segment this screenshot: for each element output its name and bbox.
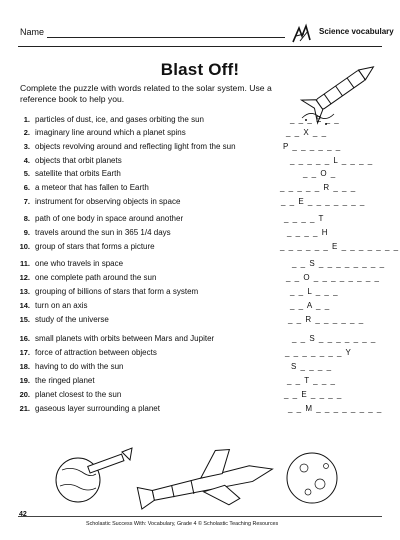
clue-row bbox=[18, 114, 382, 126]
clue-row bbox=[18, 347, 382, 359]
clue-text: group of stars that forms a picture bbox=[35, 242, 155, 251]
answer-blanks[interactable]: _ _ S _ _ _ _ _ _ _ bbox=[292, 334, 377, 343]
answer-blanks[interactable]: _ _ A _ _ bbox=[290, 301, 331, 310]
clue-number: 8. bbox=[23, 214, 30, 223]
answer-blanks[interactable]: _ _ X _ _ bbox=[286, 128, 328, 137]
clue-row bbox=[18, 155, 382, 167]
section-label: Science vocabulary bbox=[319, 27, 394, 36]
clue-text: imaginary line around which a planet spins bbox=[35, 128, 186, 137]
clue-text: grouping of billions of stars that form a system bbox=[35, 287, 199, 296]
clue-number: 17. bbox=[19, 348, 30, 357]
answer-blanks[interactable]: _ _ T _ _ _ bbox=[287, 376, 336, 385]
clue-text: objects that orbit planets bbox=[35, 156, 122, 165]
answer-blanks[interactable]: _ _ _ _ _ _ _ Y bbox=[285, 348, 352, 357]
answer-blanks[interactable]: _ _ S _ _ _ _ _ _ _ _ bbox=[292, 259, 386, 268]
answer-blanks[interactable]: _ _ L _ _ _ bbox=[290, 287, 339, 296]
clue-row bbox=[18, 213, 382, 225]
clue-number: 3. bbox=[23, 142, 30, 151]
answer-blanks[interactable]: _ _ _ _ H bbox=[287, 228, 329, 237]
clue-number: 10. bbox=[19, 242, 30, 251]
clue-row bbox=[18, 168, 382, 180]
clue-text: travels around the sun in 365 1/4 days bbox=[35, 228, 171, 237]
clue-text: instrument for observing objects in space bbox=[35, 197, 181, 206]
clue-text: gaseous layer surrounding a planet bbox=[35, 404, 160, 413]
answer-blanks[interactable]: _ _ _ _ T bbox=[284, 214, 325, 223]
clue-row bbox=[18, 300, 382, 312]
clue-row bbox=[18, 141, 382, 153]
clue-text: path of one body in space around another bbox=[35, 214, 184, 223]
clue-row bbox=[18, 227, 382, 239]
clue-text: turn on an axis bbox=[35, 301, 88, 310]
answer-blanks[interactable]: _ _ R _ _ _ _ _ _ bbox=[288, 315, 365, 324]
clue-text: particles of dust, ice, and gases orbiting the sun bbox=[35, 115, 204, 124]
clue-text: one who travels in space bbox=[35, 259, 124, 268]
clue-row bbox=[18, 182, 382, 194]
clue-number: 2. bbox=[23, 128, 30, 137]
clue-number: 9. bbox=[23, 228, 30, 237]
clue-number: 11. bbox=[19, 259, 30, 268]
name-label: Name bbox=[20, 27, 45, 37]
answer-blanks[interactable]: _ _ _ E _ _ bbox=[290, 115, 340, 124]
answer-blanks[interactable]: _ _ E _ _ _ _ _ _ _ bbox=[281, 197, 366, 206]
answer-blanks[interactable]: _ _ O _ _ _ _ _ _ _ _ bbox=[286, 273, 380, 282]
clue-row bbox=[18, 403, 382, 415]
clue-number: 19. bbox=[19, 376, 30, 385]
footer-credit: Scholastic Success With: Vocabulary, Grade 4 © Scholastic Teaching Resources bbox=[86, 521, 279, 527]
clue-text: small planets with orbits between Mars and Jupiter bbox=[35, 334, 215, 343]
clue-number: 7. bbox=[23, 197, 30, 206]
answer-blanks[interactable]: _ _ _ _ _ R _ _ _ bbox=[280, 183, 357, 192]
clue-row bbox=[18, 333, 382, 345]
clue-text: having to do with the sun bbox=[35, 362, 124, 371]
clue-number: 18. bbox=[19, 362, 30, 371]
clue-text: planet closest to the sun bbox=[35, 390, 122, 399]
clue-row bbox=[18, 241, 400, 253]
rocket-doodle-icon bbox=[290, 22, 314, 46]
clue-number: 20. bbox=[19, 390, 30, 399]
page-title: Blast Off! bbox=[160, 60, 240, 79]
answer-blanks[interactable]: _ _ O _ bbox=[303, 169, 337, 178]
header-rule bbox=[18, 46, 382, 47]
clue-row bbox=[18, 286, 382, 298]
clue-number: 13. bbox=[19, 287, 30, 296]
space-scene-illustration bbox=[52, 440, 352, 514]
clue-row bbox=[18, 258, 386, 270]
clue-row bbox=[18, 127, 382, 139]
clue-number: 16. bbox=[19, 334, 30, 343]
clue-text: the ringed planet bbox=[35, 376, 95, 385]
answer-blanks[interactable]: _ _ _ _ _ L _ _ _ _ bbox=[290, 156, 374, 165]
clue-number: 21. bbox=[19, 404, 30, 413]
clue-row bbox=[18, 375, 382, 387]
instructions: Complete the puzzle with words related to the solar system. Use a reference book to help you. bbox=[20, 83, 272, 104]
answer-blanks[interactable]: _ _ E _ _ _ _ bbox=[284, 390, 343, 399]
answer-blanks[interactable]: S _ _ _ _ bbox=[291, 362, 333, 371]
answer-blanks[interactable]: _ _ M _ _ _ _ _ _ _ _ bbox=[288, 404, 383, 413]
answer-blanks[interactable]: _ _ _ _ _ _ E _ _ _ _ _ _ _ bbox=[280, 242, 400, 251]
clue-number: 4. bbox=[23, 156, 30, 165]
clue-number: 14. bbox=[19, 301, 30, 310]
clue-row bbox=[18, 272, 382, 284]
page-number: 42 bbox=[19, 511, 27, 518]
clue-row bbox=[18, 361, 382, 373]
clue-number: 1. bbox=[23, 115, 30, 124]
clue-text: satellite that orbits Earth bbox=[35, 169, 121, 178]
clue-row bbox=[18, 314, 382, 326]
clue-row bbox=[18, 389, 382, 401]
clue-number: 6. bbox=[23, 183, 30, 192]
clue-text: objects revolving around and reflecting light from the sun bbox=[35, 142, 236, 151]
clue-text: force of attraction between objects bbox=[35, 348, 157, 357]
clue-text: study of the universe bbox=[35, 315, 109, 324]
clue-number: 12. bbox=[19, 273, 30, 282]
clue-text: one complete path around the sun bbox=[35, 273, 157, 282]
footer-rule bbox=[18, 516, 382, 517]
clue-number: 15. bbox=[19, 315, 30, 324]
clue-number: 5. bbox=[23, 169, 30, 178]
name-line bbox=[47, 37, 285, 38]
answer-blanks[interactable]: P _ _ _ _ _ _ bbox=[283, 142, 342, 151]
clue-row bbox=[18, 196, 382, 208]
clue-text: a meteor that has fallen to Earth bbox=[35, 183, 149, 192]
